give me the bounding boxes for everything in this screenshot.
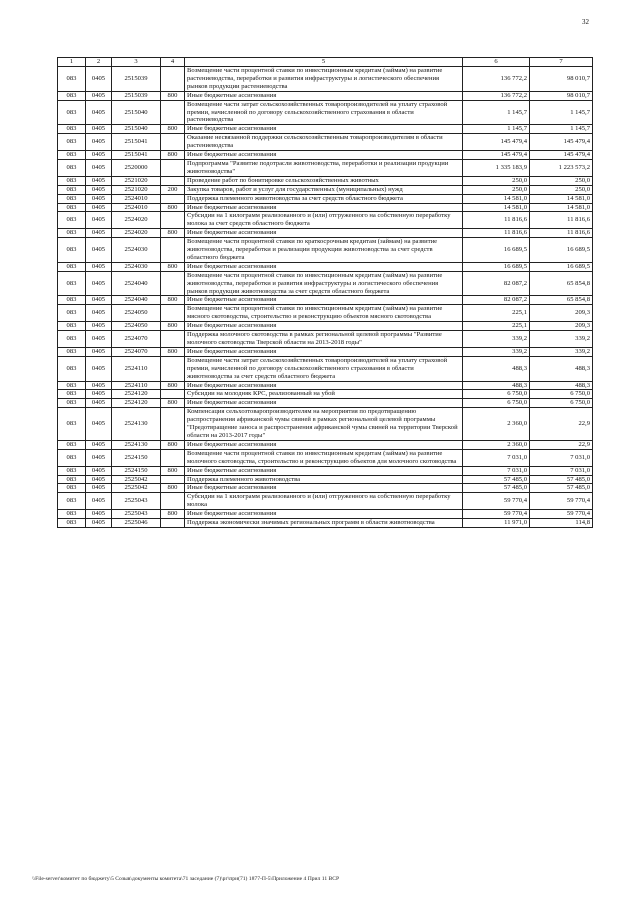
- cell-expense-type: [161, 331, 185, 348]
- cell-admin-code: 083: [58, 262, 86, 271]
- cell-admin-code: 083: [58, 229, 86, 238]
- cell-section-code: 0405: [86, 203, 112, 212]
- cell-amount-1: 11 816,6: [463, 212, 530, 229]
- cell-expense-type: 800: [161, 229, 185, 238]
- cell-description: Иные бюджетные ассигнования: [185, 91, 463, 100]
- header-col-4: 4: [161, 58, 185, 67]
- cell-section-code: 0405: [86, 440, 112, 449]
- cell-section-code: 0405: [86, 305, 112, 322]
- table-row: [58, 271, 593, 296]
- cell-amount-1: 339,2: [463, 331, 530, 348]
- table-row: [58, 510, 593, 519]
- cell-target-code: 2524150: [112, 449, 161, 466]
- cell-target-code: 2515040: [112, 125, 161, 134]
- cell-expense-type: [161, 212, 185, 229]
- cell-amount-2: 6 750,0: [530, 390, 593, 399]
- cell-amount-1: 2 360,0: [463, 408, 530, 441]
- table-row: [58, 305, 593, 322]
- cell-expense-type: 800: [161, 296, 185, 305]
- table-row: [58, 100, 593, 125]
- cell-description: Возмещение части процентной ставки по инвестиционным кредитам (займам) на развитие мясного скотоводства, строительство и реконструкцию объектов мясного скотоводства: [185, 305, 463, 322]
- budget-table: [57, 57, 593, 528]
- cell-target-code: 2524120: [112, 390, 161, 399]
- cell-amount-2: 7 031,0: [530, 449, 593, 466]
- cell-description: Иные бюджетные ассигнования: [185, 203, 463, 212]
- cell-amount-1: 2 360,0: [463, 440, 530, 449]
- cell-amount-2: 145 479,4: [530, 151, 593, 160]
- cell-amount-2: 11 816,6: [530, 212, 593, 229]
- cell-amount-2: 250,0: [530, 176, 593, 185]
- table-row: [58, 212, 593, 229]
- cell-section-code: 0405: [86, 296, 112, 305]
- cell-admin-code: 083: [58, 91, 86, 100]
- cell-section-code: 0405: [86, 125, 112, 134]
- cell-target-code: 2525042: [112, 475, 161, 484]
- cell-target-code: 2524010: [112, 203, 161, 212]
- cell-amount-2: 209,3: [530, 305, 593, 322]
- cell-section-code: 0405: [86, 449, 112, 466]
- table-row: [58, 331, 593, 348]
- table-row: [58, 390, 593, 399]
- cell-target-code: 2521020: [112, 176, 161, 185]
- cell-amount-1: 488,3: [463, 356, 530, 381]
- cell-description: Иные бюджетные ассигнования: [185, 466, 463, 475]
- cell-amount-2: 1 145,7: [530, 125, 593, 134]
- cell-expense-type: 200: [161, 185, 185, 194]
- cell-target-code: 2524030: [112, 262, 161, 271]
- cell-section-code: 0405: [86, 390, 112, 399]
- cell-target-code: 2524020: [112, 212, 161, 229]
- cell-amount-1: 82 087,2: [463, 271, 530, 296]
- table-row: [58, 356, 593, 381]
- cell-expense-type: [161, 159, 185, 176]
- table-row: [58, 399, 593, 408]
- cell-description: Возмещение части процентной ставки по инвестиционным кредитам (займам) на развитие животноводства, переработки и развития инфраструктуры и логистического обеспечения рынков продукции животноводства за счет средств областного бюджета: [185, 271, 463, 296]
- table-row: [58, 296, 593, 305]
- cell-expense-type: [161, 134, 185, 151]
- table-row: [58, 493, 593, 510]
- footer-file-path: \\File-server\комитет по бюджету\5 Созыв\документы комитета\71 заседание (7)\рг\при(71) 1877-П-5\Приложение 4 Прил 11 ВСР: [32, 876, 340, 882]
- cell-amount-1: 488,3: [463, 381, 530, 390]
- cell-expense-type: 800: [161, 322, 185, 331]
- cell-admin-code: 083: [58, 390, 86, 399]
- cell-section-code: 0405: [86, 475, 112, 484]
- cell-target-code: 2521020: [112, 185, 161, 194]
- cell-amount-2: 488,3: [530, 356, 593, 381]
- cell-admin-code: 083: [58, 356, 86, 381]
- cell-description: Поддержка племенного животноводства за счет средств областного бюджета: [185, 194, 463, 203]
- cell-target-code: 2515041: [112, 134, 161, 151]
- cell-expense-type: 800: [161, 347, 185, 356]
- cell-amount-2: 65 854,8: [530, 296, 593, 305]
- table-row: [58, 347, 593, 356]
- cell-admin-code: 083: [58, 466, 86, 475]
- cell-expense-type: [161, 356, 185, 381]
- cell-target-code: 2525042: [112, 484, 161, 493]
- table-row: [58, 151, 593, 160]
- cell-expense-type: 800: [161, 399, 185, 408]
- cell-amount-2: 65 854,8: [530, 271, 593, 296]
- cell-admin-code: 083: [58, 449, 86, 466]
- cell-admin-code: 083: [58, 176, 86, 185]
- cell-amount-2: 1 145,7: [530, 100, 593, 125]
- cell-target-code: 2515039: [112, 91, 161, 100]
- cell-amount-2: 7 031,0: [530, 466, 593, 475]
- cell-section-code: 0405: [86, 100, 112, 125]
- cell-admin-code: 083: [58, 67, 86, 92]
- cell-section-code: 0405: [86, 262, 112, 271]
- cell-section-code: 0405: [86, 493, 112, 510]
- cell-section-code: 0405: [86, 159, 112, 176]
- cell-expense-type: [161, 390, 185, 399]
- cell-amount-1: 1 335 183,9: [463, 159, 530, 176]
- cell-amount-1: 339,2: [463, 347, 530, 356]
- table-row: [58, 449, 593, 466]
- cell-section-code: 0405: [86, 134, 112, 151]
- cell-target-code: 2524030: [112, 238, 161, 263]
- cell-section-code: 0405: [86, 194, 112, 203]
- cell-target-code: 2524010: [112, 194, 161, 203]
- cell-expense-type: 800: [161, 125, 185, 134]
- cell-admin-code: 083: [58, 194, 86, 203]
- cell-expense-type: [161, 493, 185, 510]
- cell-description: Субсидии на молодняк КРС, реализованный на убой: [185, 390, 463, 399]
- cell-expense-type: 800: [161, 262, 185, 271]
- cell-target-code: 2524150: [112, 466, 161, 475]
- cell-target-code: 2525046: [112, 519, 161, 528]
- table-row: [58, 322, 593, 331]
- header-col-7: 7: [530, 58, 593, 67]
- cell-amount-1: 59 770,4: [463, 510, 530, 519]
- table-row: [58, 262, 593, 271]
- cell-amount-1: 16 689,5: [463, 262, 530, 271]
- cell-description: Иные бюджетные ассигнования: [185, 484, 463, 493]
- cell-expense-type: [161, 408, 185, 441]
- cell-amount-1: 11 816,6: [463, 229, 530, 238]
- cell-admin-code: 083: [58, 408, 86, 441]
- cell-expense-type: [161, 238, 185, 263]
- cell-target-code: 2524120: [112, 399, 161, 408]
- cell-section-code: 0405: [86, 151, 112, 160]
- header-col-3: 3: [112, 58, 161, 67]
- cell-target-code: 2524110: [112, 381, 161, 390]
- cell-amount-1: 14 581,0: [463, 203, 530, 212]
- cell-section-code: 0405: [86, 212, 112, 229]
- cell-target-code: 2525043: [112, 510, 161, 519]
- cell-admin-code: 083: [58, 519, 86, 528]
- cell-description: Возмещение части затрат сельскохозяйственных товаропроизводителей на уплату страховой премии, начисленной по договору сельскохозяйственного страхования в области растениеводства: [185, 100, 463, 125]
- cell-admin-code: 083: [58, 159, 86, 176]
- cell-target-code: 2524130: [112, 408, 161, 441]
- cell-admin-code: 083: [58, 125, 86, 134]
- table-row: [58, 484, 593, 493]
- cell-target-code: 2515040: [112, 100, 161, 125]
- cell-admin-code: 083: [58, 331, 86, 348]
- cell-amount-1: 250,0: [463, 176, 530, 185]
- cell-admin-code: 083: [58, 100, 86, 125]
- cell-amount-1: 59 770,4: [463, 493, 530, 510]
- cell-target-code: 2524070: [112, 331, 161, 348]
- cell-amount-1: 16 689,5: [463, 238, 530, 263]
- cell-admin-code: 083: [58, 510, 86, 519]
- cell-expense-type: 800: [161, 510, 185, 519]
- cell-description: Возмещение части процентной ставки по инвестиционным кредитам (займам) на развитие растениеводства, переработки и развития инфраструктуры и логистического обеспечения рынков продукции растениеводства: [185, 67, 463, 92]
- table-row: [58, 194, 593, 203]
- cell-description: Подпрограмма "Развитие подотрасли животноводства, переработки и реализации продукции животноводства": [185, 159, 463, 176]
- cell-amount-2: 57 485,0: [530, 484, 593, 493]
- page-number: 32: [582, 18, 589, 26]
- cell-section-code: 0405: [86, 381, 112, 390]
- cell-section-code: 0405: [86, 322, 112, 331]
- cell-section-code: 0405: [86, 271, 112, 296]
- cell-target-code: 2524050: [112, 322, 161, 331]
- cell-description: Иные бюджетные ассигнования: [185, 229, 463, 238]
- cell-expense-type: [161, 475, 185, 484]
- cell-amount-2: 59 770,4: [530, 493, 593, 510]
- cell-description: Поддержка племенного животноводства: [185, 475, 463, 484]
- cell-section-code: 0405: [86, 229, 112, 238]
- table-row: [58, 475, 593, 484]
- cell-description: Иные бюджетные ассигнования: [185, 151, 463, 160]
- cell-admin-code: 083: [58, 203, 86, 212]
- cell-amount-2: 6 750,0: [530, 399, 593, 408]
- cell-amount-1: 82 087,2: [463, 296, 530, 305]
- cell-section-code: 0405: [86, 176, 112, 185]
- cell-admin-code: 083: [58, 151, 86, 160]
- cell-description: Иные бюджетные ассигнования: [185, 125, 463, 134]
- cell-admin-code: 083: [58, 484, 86, 493]
- cell-expense-type: 800: [161, 440, 185, 449]
- cell-section-code: 0405: [86, 466, 112, 475]
- cell-description: Оказание несвязанной поддержки сельскохозяйственным товаропроизводителям в области растениеводства: [185, 134, 463, 151]
- cell-description: Закупка товаров, работ и услуг для государственных (муниципальных) нужд: [185, 185, 463, 194]
- cell-amount-2: 250,0: [530, 185, 593, 194]
- table-row: [58, 203, 593, 212]
- cell-admin-code: 083: [58, 347, 86, 356]
- cell-description: Иные бюджетные ассигнования: [185, 322, 463, 331]
- cell-description: Иные бюджетные ассигнования: [185, 440, 463, 449]
- cell-amount-1: 57 485,0: [463, 484, 530, 493]
- cell-expense-type: 800: [161, 484, 185, 493]
- cell-amount-1: 57 485,0: [463, 475, 530, 484]
- cell-description: Иные бюджетные ассигнования: [185, 510, 463, 519]
- cell-admin-code: 083: [58, 440, 86, 449]
- cell-amount-2: 98 010,7: [530, 91, 593, 100]
- cell-amount-2: 98 010,7: [530, 67, 593, 92]
- cell-section-code: 0405: [86, 408, 112, 441]
- cell-description: Иные бюджетные ассигнования: [185, 399, 463, 408]
- cell-section-code: 0405: [86, 331, 112, 348]
- header-col-6: 6: [463, 58, 530, 67]
- cell-amount-2: 488,3: [530, 381, 593, 390]
- cell-amount-2: 14 581,0: [530, 203, 593, 212]
- table-row: [58, 466, 593, 475]
- cell-amount-2: 145 479,4: [530, 134, 593, 151]
- cell-target-code: 2524130: [112, 440, 161, 449]
- cell-amount-1: 136 772,2: [463, 91, 530, 100]
- cell-description: Поддержка экономически значимых региональных программ в области животноводства: [185, 519, 463, 528]
- table-row: [58, 229, 593, 238]
- cell-section-code: 0405: [86, 347, 112, 356]
- cell-amount-2: 59 770,4: [530, 510, 593, 519]
- cell-expense-type: 800: [161, 466, 185, 475]
- cell-description: Возмещение части процентной ставки по краткосрочным кредитам (займам) на развитие животноводства, переработки и реализации продукции животноводства за счет средств областного бюджета: [185, 238, 463, 263]
- cell-description: Иные бюджетные ассигнования: [185, 262, 463, 271]
- cell-description: Иные бюджетные ассигнования: [185, 381, 463, 390]
- cell-amount-1: 145 479,4: [463, 134, 530, 151]
- table-row: [58, 91, 593, 100]
- cell-amount-2: 22,9: [530, 440, 593, 449]
- cell-amount-1: 225,1: [463, 322, 530, 331]
- cell-amount-2: 339,2: [530, 347, 593, 356]
- cell-target-code: 2524110: [112, 356, 161, 381]
- cell-amount-2: 22,9: [530, 408, 593, 441]
- cell-amount-1: 145 479,4: [463, 151, 530, 160]
- cell-expense-type: [161, 176, 185, 185]
- cell-section-code: 0405: [86, 67, 112, 92]
- cell-target-code: 2524020: [112, 229, 161, 238]
- cell-target-code: 2515039: [112, 67, 161, 92]
- header-col-2: 2: [86, 58, 112, 67]
- table-row: [58, 440, 593, 449]
- table-row: [58, 238, 593, 263]
- cell-section-code: 0405: [86, 510, 112, 519]
- cell-amount-1: 136 772,2: [463, 67, 530, 92]
- cell-description: Субсидии на 1 килограмм реализованного и (или) отгруженного на собственную переработку молока: [185, 493, 463, 510]
- cell-expense-type: 800: [161, 381, 185, 390]
- cell-expense-type: 800: [161, 91, 185, 100]
- cell-amount-1: 14 581,0: [463, 194, 530, 203]
- header-col-5: 5: [185, 58, 463, 67]
- cell-amount-2: 1 223 573,2: [530, 159, 593, 176]
- cell-amount-1: 7 031,0: [463, 449, 530, 466]
- cell-section-code: 0405: [86, 185, 112, 194]
- cell-section-code: 0405: [86, 399, 112, 408]
- cell-amount-1: 225,1: [463, 305, 530, 322]
- cell-target-code: 2524050: [112, 305, 161, 322]
- cell-amount-2: 16 689,5: [530, 262, 593, 271]
- cell-amount-1: 6 750,0: [463, 399, 530, 408]
- cell-description: Поддержка молочного скотоводства в рамках региональной целевой программы "Развитие молочного скотоводства Тверской области на 2013-2018 годы": [185, 331, 463, 348]
- table-row: [58, 519, 593, 528]
- cell-amount-2: 57 485,0: [530, 475, 593, 484]
- table-row: [58, 159, 593, 176]
- cell-expense-type: [161, 194, 185, 203]
- cell-amount-1: 6 750,0: [463, 390, 530, 399]
- cell-target-code: 2524070: [112, 347, 161, 356]
- cell-expense-type: 800: [161, 203, 185, 212]
- cell-admin-code: 083: [58, 305, 86, 322]
- cell-admin-code: 083: [58, 271, 86, 296]
- cell-amount-2: 339,2: [530, 331, 593, 348]
- cell-target-code: 2524040: [112, 271, 161, 296]
- cell-target-code: 2525043: [112, 493, 161, 510]
- cell-expense-type: [161, 305, 185, 322]
- table-row: [58, 125, 593, 134]
- cell-expense-type: [161, 100, 185, 125]
- cell-amount-2: 11 816,6: [530, 229, 593, 238]
- cell-admin-code: 083: [58, 322, 86, 331]
- cell-target-code: 2520000: [112, 159, 161, 176]
- cell-section-code: 0405: [86, 356, 112, 381]
- cell-expense-type: [161, 449, 185, 466]
- header-row: [58, 58, 593, 67]
- table-row: [58, 408, 593, 441]
- table-row: [58, 176, 593, 185]
- cell-admin-code: 083: [58, 238, 86, 263]
- header-col-1: 1: [58, 58, 86, 67]
- cell-expense-type: [161, 271, 185, 296]
- cell-amount-2: 114,8: [530, 519, 593, 528]
- cell-admin-code: 083: [58, 185, 86, 194]
- table-row: [58, 67, 593, 92]
- cell-description: Возмещение части затрат сельскохозяйственных товаропроизводителей на уплату страховой премии, начисленной по договору сельскохозяйственного страхования в области животноводства за счет средств областного бюджета: [185, 356, 463, 381]
- table-row: [58, 381, 593, 390]
- cell-admin-code: 083: [58, 134, 86, 151]
- cell-amount-1: 11 971,0: [463, 519, 530, 528]
- cell-target-code: 2515041: [112, 151, 161, 160]
- table-row: [58, 185, 593, 194]
- cell-amount-1: 250,0: [463, 185, 530, 194]
- cell-admin-code: 083: [58, 493, 86, 510]
- cell-description: Иные бюджетные ассигнования: [185, 296, 463, 305]
- cell-admin-code: 083: [58, 212, 86, 229]
- cell-amount-1: 1 145,7: [463, 125, 530, 134]
- cell-target-code: 2524040: [112, 296, 161, 305]
- cell-expense-type: [161, 67, 185, 92]
- cell-description: Субсидии на 1 килограмм реализованного и (или) отгруженного на собственную переработку молока за счет средств областного бюджета: [185, 212, 463, 229]
- cell-section-code: 0405: [86, 238, 112, 263]
- cell-section-code: 0405: [86, 484, 112, 493]
- cell-expense-type: [161, 519, 185, 528]
- cell-admin-code: 083: [58, 296, 86, 305]
- cell-admin-code: 083: [58, 475, 86, 484]
- cell-section-code: 0405: [86, 91, 112, 100]
- cell-amount-1: 1 145,7: [463, 100, 530, 125]
- cell-expense-type: 800: [161, 151, 185, 160]
- cell-amount-2: 209,3: [530, 322, 593, 331]
- cell-description: Возмещение части процентной ставки по инвестиционным кредитам (займам) на развитие молочного скотоводства, строительство и реконструкцию объектов для молочного скотоводства: [185, 449, 463, 466]
- cell-description: Проведение работ по бонитировке сельскохозяйственных животных: [185, 176, 463, 185]
- cell-description: Компенсация сельхозтоваропроизводителям на мероприятия по предотвращению распространения африканской чумы свиней в рамках региональной целевой программы "Предотвращение заноса и распространения африканской чумы свиней на территории Тверской области на 2013-2017 годы": [185, 408, 463, 441]
- cell-amount-2: 16 689,5: [530, 238, 593, 263]
- cell-admin-code: 083: [58, 399, 86, 408]
- cell-amount-1: 7 031,0: [463, 466, 530, 475]
- cell-amount-2: 14 581,0: [530, 194, 593, 203]
- table-row: [58, 134, 593, 151]
- cell-section-code: 0405: [86, 519, 112, 528]
- cell-description: Иные бюджетные ассигнования: [185, 347, 463, 356]
- cell-admin-code: 083: [58, 381, 86, 390]
